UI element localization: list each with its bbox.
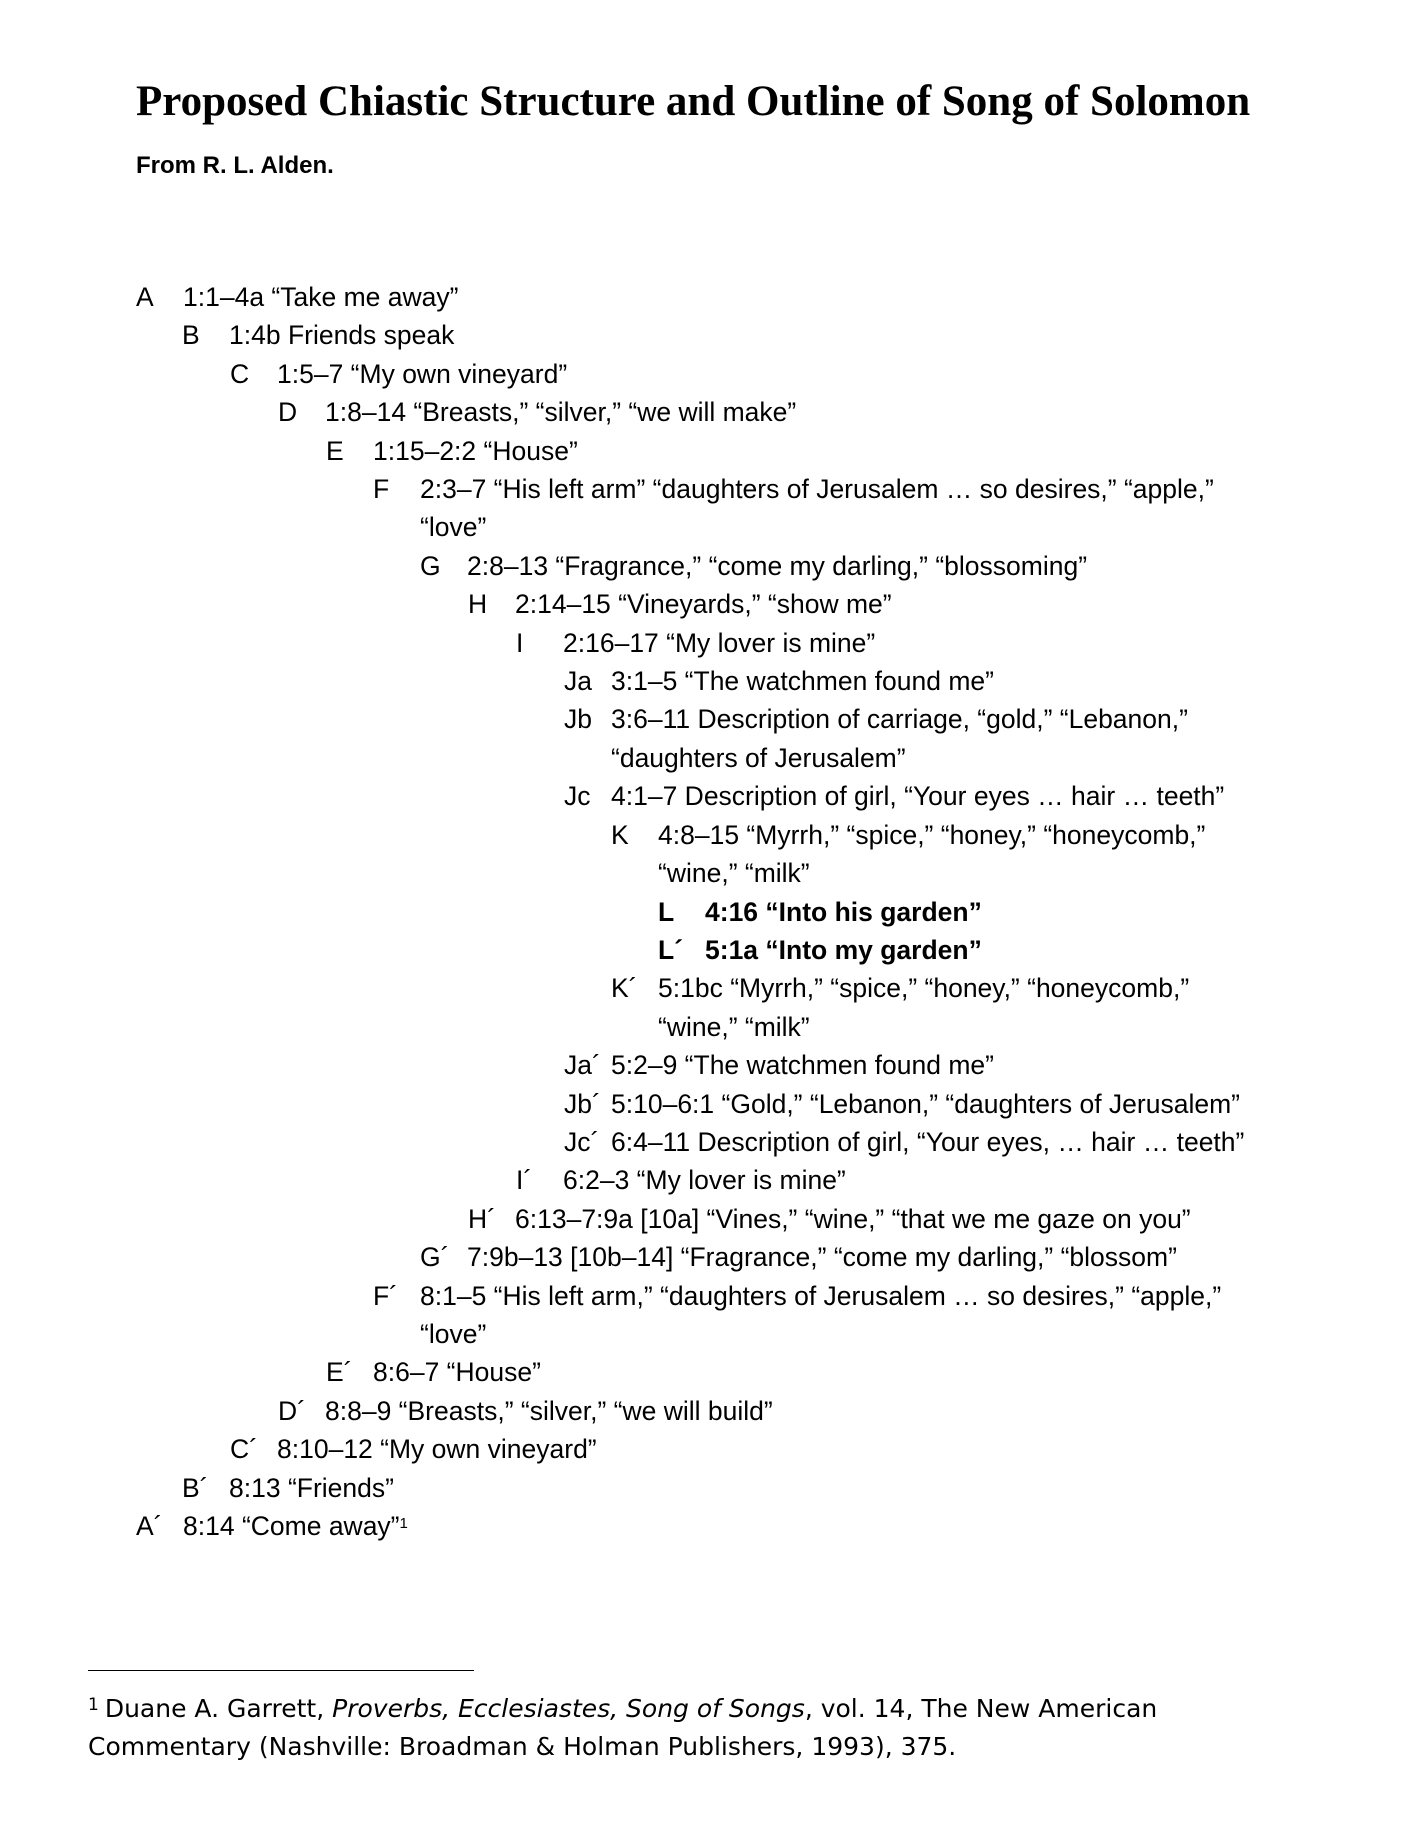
outline-item-ja-prime <box>564 1046 1416 1084</box>
outline-label: Jb´ <box>564 1088 601 1119</box>
outline-label: L´ <box>658 934 684 965</box>
outline-text: 5:1bc “Myrrh,” “spice,” “honey,” “honeycomb,” <box>658 973 1190 1004</box>
outline-label: B <box>182 320 200 351</box>
outline-item-e-prime <box>326 1353 1416 1391</box>
outline-item-k-prime <box>611 969 1416 1007</box>
outline-label: Jb <box>564 704 592 735</box>
footnote-book-title: Proverbs, Ecclesiastes, Song of Songs <box>332 1694 805 1723</box>
outline-label: F <box>373 474 390 505</box>
outline-text-continuation: “love” <box>420 1318 487 1349</box>
outline-label: C <box>230 358 250 389</box>
outline-text: 4:16 “Into his garden” <box>705 896 982 927</box>
outline-text: 7:9b–13 [10b–14] “Fragrance,” “come my darling,” “blossom” <box>467 1242 1177 1273</box>
outline-item-jb-prime <box>564 1085 1416 1123</box>
outline-item-c <box>230 355 1416 393</box>
outline-text: 5:10–6:1 “Gold,” “Lebanon,” “daughters of Jerusalem” <box>611 1088 1240 1119</box>
outline-text: 3:6–11 Description of carriage, “gold,” “Lebanon,” <box>611 704 1188 735</box>
outline-text: 8:13 “Friends” <box>229 1472 394 1503</box>
outline-item-l <box>658 893 1416 931</box>
outline-label: Jc <box>564 781 591 812</box>
footnote-citation-rest: , vol. 14, The New American <box>804 1694 1158 1723</box>
outline-item-g <box>420 547 1416 585</box>
outline-text: 6:2–3 “My lover is mine” <box>563 1165 846 1196</box>
outline-text-continuation: “wine,” “milk” <box>658 858 810 889</box>
footnote-separator <box>88 1670 474 1671</box>
outline-item-d-prime <box>278 1392 1416 1430</box>
outline-label: G´ <box>420 1242 450 1273</box>
outline-label: K <box>611 819 629 850</box>
outline-label: L <box>658 896 675 927</box>
outline-text <box>183 1507 408 1545</box>
outline-text: 2:16–17 “My lover is mine” <box>563 627 876 658</box>
outline-item-k <box>611 816 1416 854</box>
outline-label: C´ <box>230 1434 258 1465</box>
page-subtitle: From R. L. Alden. <box>136 152 334 179</box>
outline-item-jb <box>564 700 1416 738</box>
outline-label: E <box>326 435 344 466</box>
outline-label: D´ <box>278 1395 306 1426</box>
outline-text: 6:4–11 Description of girl, “Your eyes, … hair … teeth” <box>611 1126 1245 1157</box>
outline-text: 1:5–7 “My own vineyard” <box>277 358 568 389</box>
outline-item-h <box>468 585 1416 623</box>
outline-item-g-prime <box>420 1238 1416 1276</box>
footnote-number: 1 <box>88 1695 99 1715</box>
outline-item-a <box>136 278 1416 316</box>
outline-text-continuation: “daughters of Jerusalem” <box>611 742 906 773</box>
outline-label: Ja <box>564 666 592 697</box>
outline-item-f-prime <box>373 1277 1416 1315</box>
page-title: Proposed Chiastic Structure and Outline of Song of Solomon <box>136 78 1251 125</box>
outline-text: 1:15–2:2 “House” <box>373 435 578 466</box>
outline-item-i-prime <box>516 1161 1416 1199</box>
outline-item-c-prime <box>230 1430 1416 1468</box>
outline-item-a-prime <box>136 1507 1416 1545</box>
outline-item-h-prime <box>468 1200 1416 1238</box>
outline-item-i <box>516 624 1416 662</box>
footnote-reference[interactable]: 1 <box>399 1515 408 1532</box>
outline-label: E´ <box>326 1357 353 1388</box>
footnote-line-1 <box>88 1690 1338 1728</box>
outline-item-jc-prime <box>564 1123 1416 1161</box>
outline-text: 2:8–13 “Fragrance,” “come my darling,” “blossoming” <box>467 550 1088 581</box>
outline-label: Jc´ <box>564 1126 600 1157</box>
outline-item-e <box>326 432 1416 470</box>
outline-item-jc <box>564 777 1416 815</box>
outline-text: 2:3–7 “His left arm” “daughters of Jerusalem … so desires,” “apple,” <box>420 474 1214 505</box>
outline-text-continuation: “wine,” “milk” <box>658 1011 810 1042</box>
outline-label: G <box>420 550 441 581</box>
outline-text: 4:8–15 “Myrrh,” “spice,” “honey,” “honeycomb,” <box>658 819 1206 850</box>
outline-label: D <box>278 397 298 428</box>
outline-item-b-prime <box>182 1469 1416 1507</box>
outline-text: 8:8–9 “Breasts,” “silver,” “we will build” <box>325 1395 773 1426</box>
chiastic-outline <box>0 278 1416 1545</box>
footnote-line-2: Commentary (Nashville: Broadman & Holman Publishers, 1993), 375. <box>88 1732 957 1761</box>
outline-label: B´ <box>182 1472 209 1503</box>
outline-label: I´ <box>516 1165 533 1196</box>
outline-item-d <box>278 393 1416 431</box>
outline-text: 8:6–7 “House” <box>373 1357 541 1388</box>
outline-label: H´ <box>468 1203 496 1234</box>
outline-text: 1:4b Friends speak <box>229 320 455 351</box>
outline-text: 2:14–15 “Vineyards,” “show me” <box>515 589 892 620</box>
outline-text: 8:1–5 “His left arm,” “daughters of Jerusalem … so desires,” “apple,” <box>420 1280 1222 1311</box>
outline-item-l-prime <box>658 931 1416 969</box>
outline-label: F´ <box>373 1280 399 1311</box>
outline-text: 8:10–12 “My own vineyard” <box>277 1434 597 1465</box>
outline-label: K´ <box>611 973 638 1004</box>
footnote <box>88 1690 1338 1766</box>
outline-text: 6:13–7:9a [10a] “Vines,” “wine,” “that we me gaze on you” <box>515 1203 1191 1234</box>
outline-item-ja <box>564 662 1416 700</box>
footnote-author: Duane A. Garrett, <box>104 1694 325 1723</box>
outline-label: Ja´ <box>564 1050 601 1081</box>
outline-text: 1:8–14 “Breasts,” “silver,” “we will make” <box>325 397 797 428</box>
outline-item-b <box>182 316 1416 354</box>
outline-text: 1:1–4a “Take me away” <box>183 282 459 312</box>
outline-text: 5:2–9 “The watchmen found me” <box>611 1050 994 1081</box>
outline-item-f <box>373 470 1416 508</box>
outline-text: 3:1–5 “The watchmen found me” <box>611 666 994 697</box>
outline-text: 5:1a “Into my garden” <box>705 934 982 965</box>
outline-label: I <box>516 627 524 658</box>
outline-text: 4:1–7 Description of girl, “Your eyes … hair … teeth” <box>611 781 1225 812</box>
outline-text-body: 8:14 “Come away” <box>183 1511 400 1541</box>
outline-label: H <box>468 589 488 620</box>
outline-label: A <box>136 282 154 312</box>
outline-label: A´ <box>136 1511 163 1541</box>
outline-text-continuation: “love” <box>420 512 487 543</box>
